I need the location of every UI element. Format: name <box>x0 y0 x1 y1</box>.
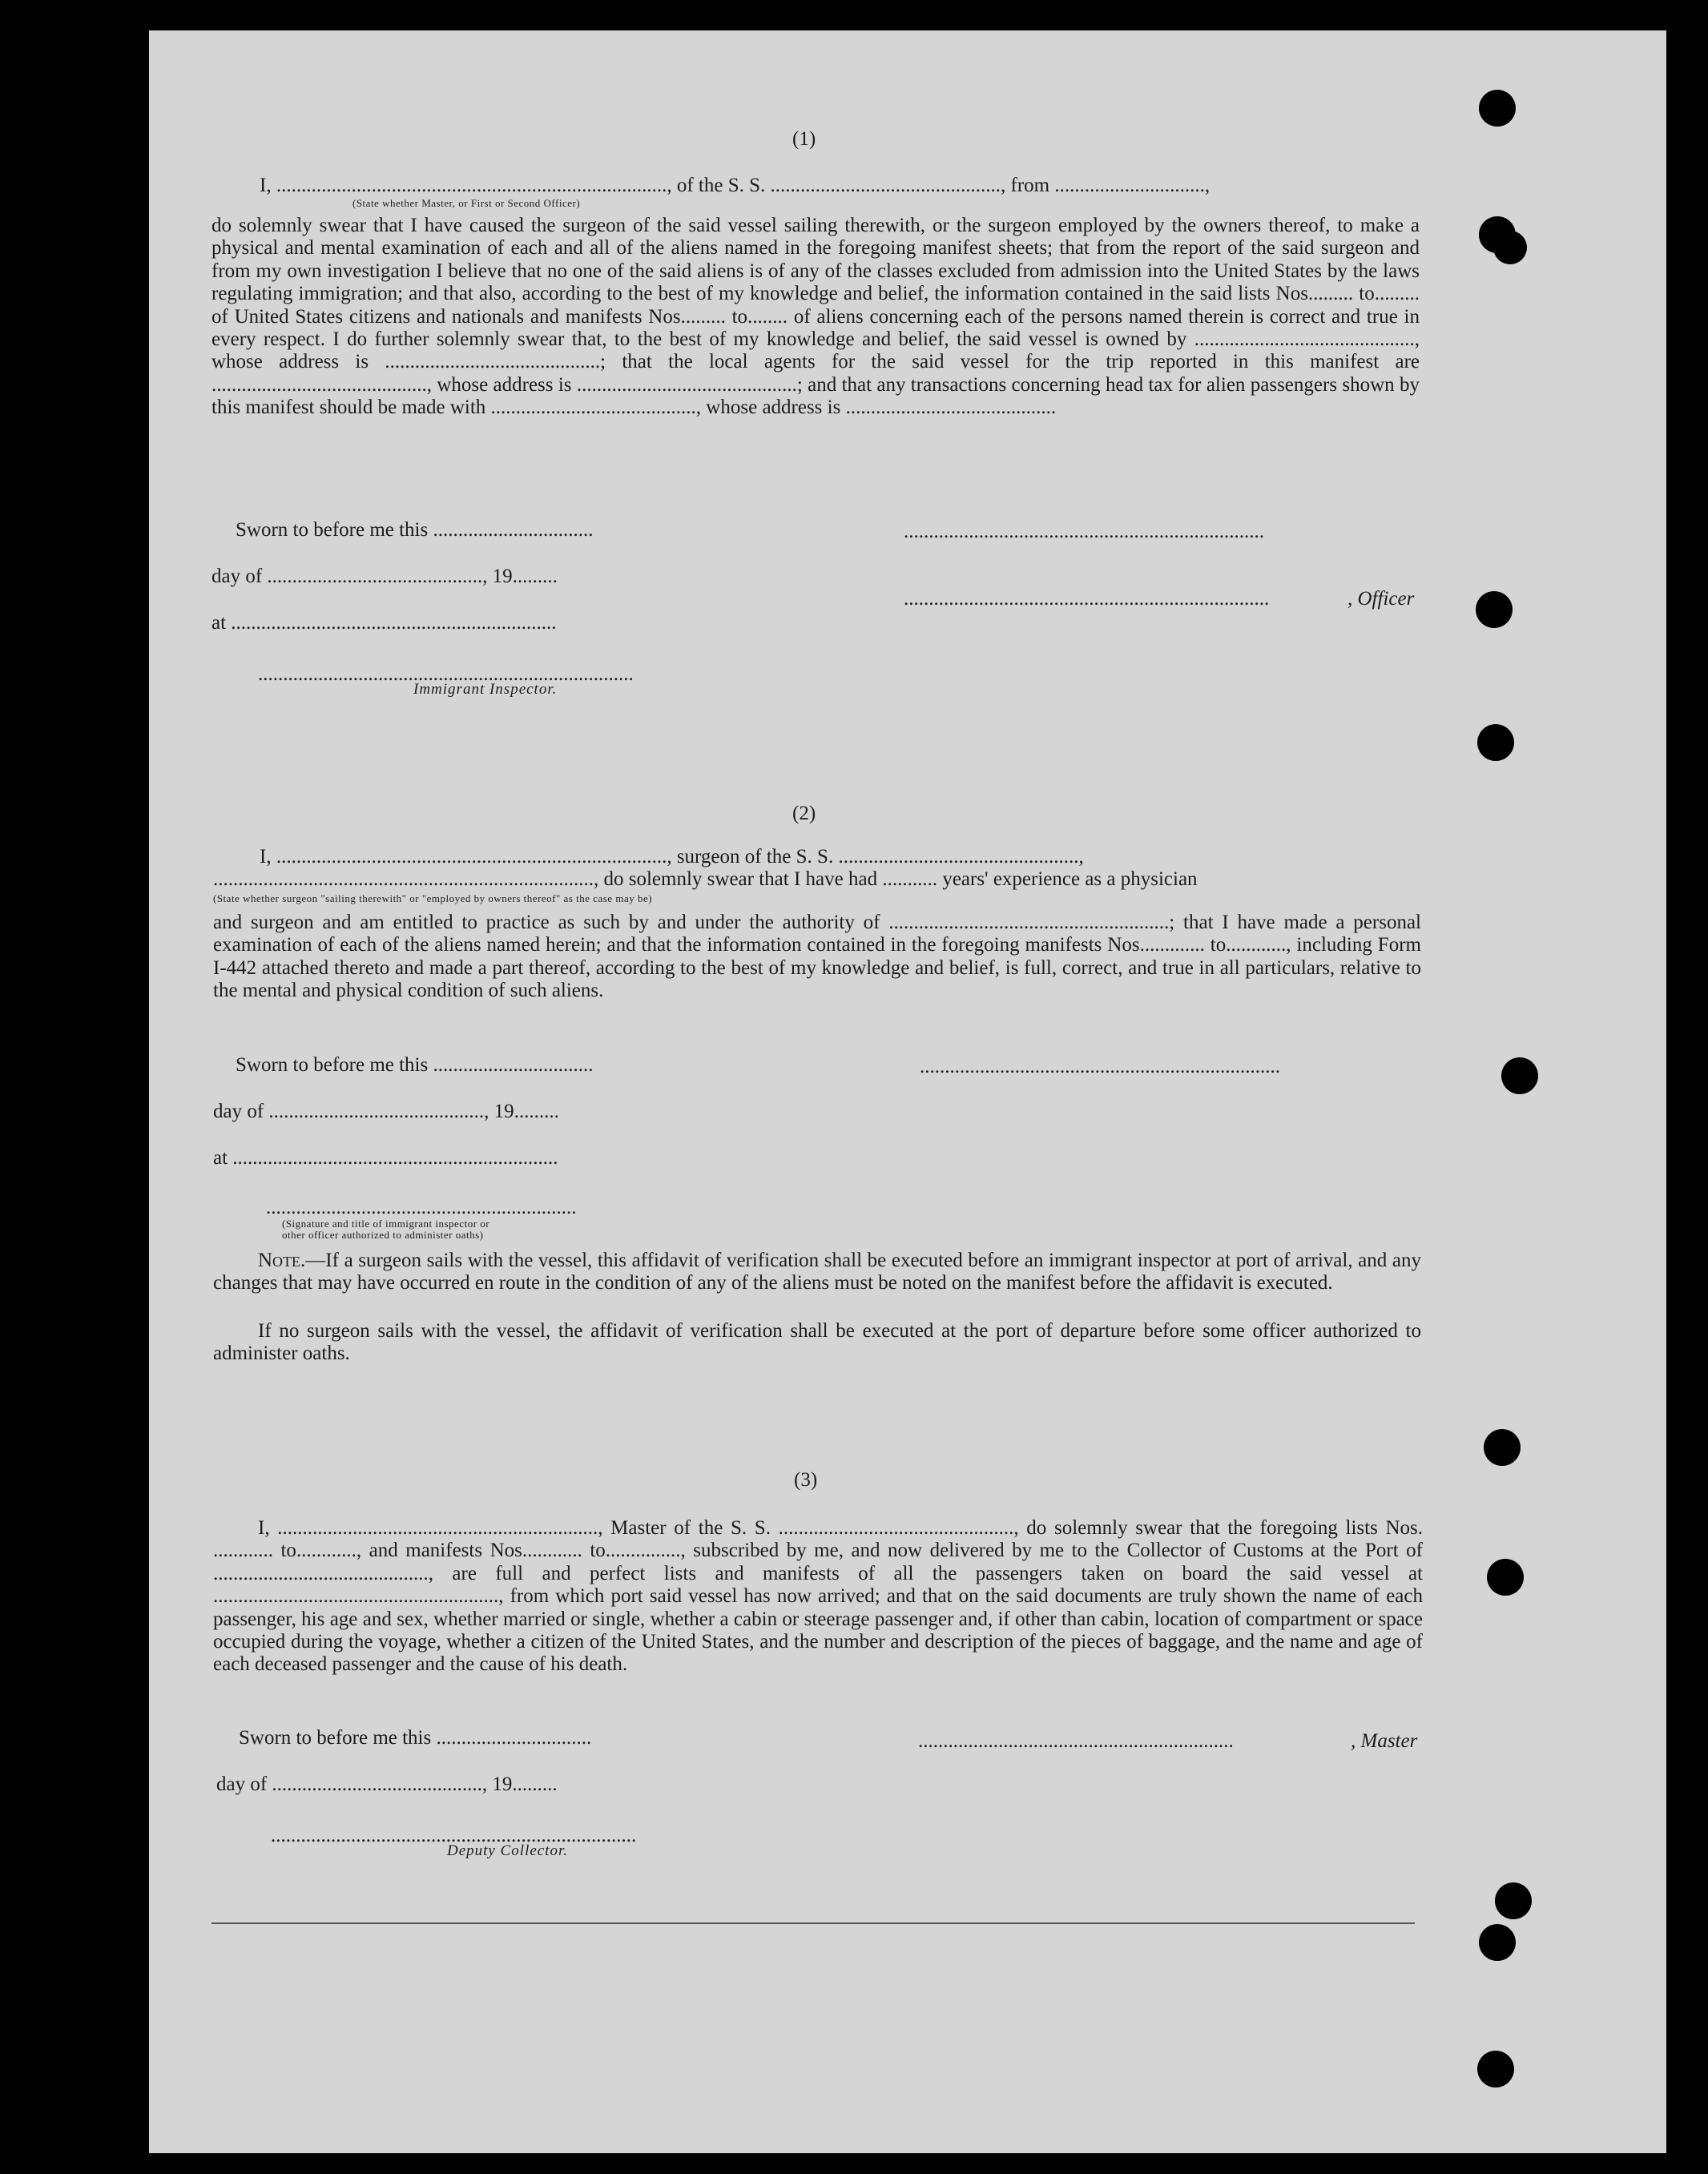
section-2-experience-line: ............................................................................, do solemnly swear that I have had ........... years' experience as a physician <box>213 868 1198 890</box>
punch-hole <box>1484 1429 1521 1466</box>
section-1-number: (1) <box>792 128 816 150</box>
section-2-day: day of ..........................................., 19......... <box>213 1101 559 1122</box>
section-1-at: at ................................................................. <box>211 612 557 634</box>
punch-hole <box>1479 1924 1516 1961</box>
section-3-master-label: , Master <box>1351 1730 1418 1752</box>
section-1-signature-line: ........................................................................ <box>904 521 1264 542</box>
section-1-officer-label: , Officer <box>1347 588 1415 610</box>
section-2-sworn: Sworn to before me this ................................ <box>236 1054 594 1076</box>
section-2-surgeon-note: (State whether surgeon "sailing therewith" or "employed by owners thereof" as the case may be) <box>213 892 653 904</box>
section-3-collector-line: ......................................................................... <box>271 1825 637 1846</box>
section-3-collector-caption: Deputy Collector. <box>447 1842 569 1859</box>
section-1-inspector-line: ........................................................................... <box>258 663 634 685</box>
punch-hole <box>1479 90 1516 127</box>
section-2-note <box>213 1250 1421 1295</box>
section-2-inspector-line: .............................................................. <box>266 1197 577 1218</box>
punch-hole <box>1501 1057 1538 1094</box>
punch-hole <box>1477 724 1514 761</box>
section-1-inspector-caption: Immigrant Inspector. <box>413 681 558 698</box>
section-1-sworn: Sworn to before me this ................................ <box>236 519 594 541</box>
section-3-number: (3) <box>794 1469 818 1491</box>
section-3-day: day of .........................................., 19......... <box>216 1773 558 1795</box>
section-2-signature-line: ........................................................................ <box>920 1056 1280 1077</box>
section-1-oath-line: I, .............................................................................., of the S. S. .............................................., from .............................., <box>260 175 1211 196</box>
punch-hole <box>1477 2051 1514 2087</box>
section-3-sworn: Sworn to before me this ............................... <box>239 1727 592 1749</box>
section-2-number: (2) <box>792 803 816 824</box>
manifest-affidavit-page <box>149 30 1666 2153</box>
bottom-rule <box>211 1922 1415 1924</box>
section-3-paragraph: I, ................................................................, Master of the S. S. ..............................................., do solemnly swear that the foregoing lists Nos. ............ to............, and manifests Nos............ to..............., subscribed by me, and now delivered by me to the Collector of Customs at the Port of ..........................................., are full and perfect lists and manifests of all the passengers taken on board the said vessel at ........................................................., from which port said vessel has now arrived; and that on the said documents are truly shown the name of each passenger, his age and sex, whether married or single, whether a cabin or steerage passenger and, if other than cabin, location of compartment or space occupied during the voyage, whether a citizen of the United States, and the number and description of the pieces of baggage, and the name and age of each deceased passenger and the cause of his death. <box>213 1517 1423 1676</box>
punch-hole <box>1476 591 1513 628</box>
section-2-paragraph: and surgeon and am entitled to practice as such by and under the authority of ........................................................; that I have made a personal examination of each of the aliens named herein; and that the information contained in the foregoing manifests Nos............. to............, including Form I-442 attached thereto and made a part thereof, according to the best of my knowledge and belief, is full, correct, and true in all particulars, relative to the mental and physical condition of such aliens. <box>213 912 1421 1002</box>
section-1-day: day of ..........................................., 19......... <box>211 566 558 587</box>
section-2-note-text: —If a surgeon sails with the vessel, this affidavit of verification shall be executed before an immigrant inspector at port of arrival, and any changes that may have occurred en route in the condition of any of the aliens must be noted on the manifest before the affidavit is executed. <box>213 1250 1421 1294</box>
section-2-inspector-note-1: (Signature and title of immigrant inspector or <box>282 1218 490 1230</box>
section-2-oath-line: I, .............................................................................., surgeon of the S. S. ................................................, <box>260 846 1084 868</box>
section-3-master-line: ............................................................... <box>918 1730 1234 1752</box>
punch-hole <box>1495 1882 1532 1919</box>
section-2-at: at ................................................................. <box>213 1147 558 1169</box>
section-2-note-label: Note. <box>258 1250 306 1271</box>
section-1-officer-line: ......................................................................... <box>904 588 1270 610</box>
section-2-note-para-2: If no surgeon sails with the vessel, the affidavit of verification shall be executed at the port of departure before some officer authorized to administer oaths. <box>213 1320 1421 1365</box>
punch-hole <box>1493 231 1527 264</box>
punch-hole <box>1487 1559 1524 1596</box>
section-1-paragraph: do solemnly swear that I have caused the surgeon of the said vessel sailing therewith, or the surgeon employed by the owners thereof, to make a physical and mental examination of each and all of the aliens named in the foregoing manifest sheets; that from the report of the said surgeon and from my own investigation I believe that no one of the said aliens is of any of the classes excluded from admission into the United States by the laws regulating immigration; and that also, according to the best of my knowledge and belief, the information contained in the said lists Nos......... to......... of United States citizens and nationals and manifests Nos......... to........ of aliens concerning each of the persons named therein is correct and true in every respect. I do further solemnly swear that, to the best of my knowledge and belief, the said vessel is owned by ............................................, whose address is ...........................................; that the local agents for the said vessel for the trip reported in this manifest are ..........................................., whose address is ............................................; and that any transactions concerning head tax for alien passengers shown by this manifest should be made with ........................................., whose address is .......................................... <box>211 215 1420 419</box>
section-1-officer-note: (State whether Master, or First or Second Officer) <box>352 197 581 209</box>
section-2-inspector-note-2: other officer authorized to administer oaths) <box>282 1229 484 1241</box>
